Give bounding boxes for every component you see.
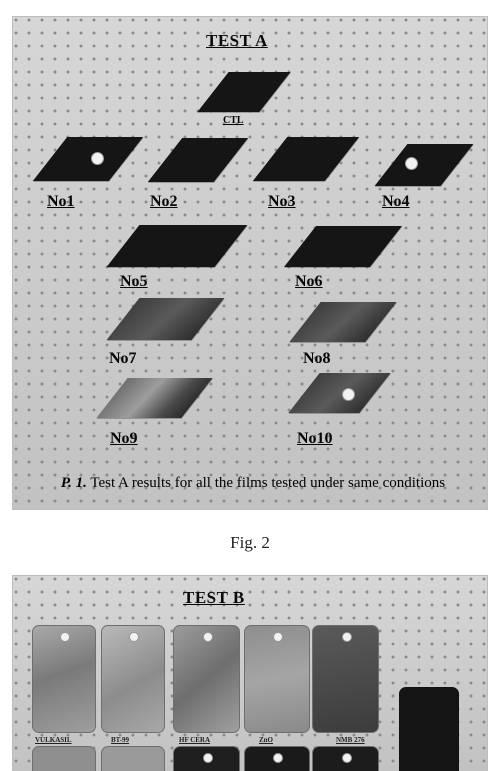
- label-no3: No3: [268, 193, 296, 210]
- label-no9: No9: [110, 430, 138, 447]
- plate-nmb276-hole: [342, 632, 352, 642]
- plate-hfcera-hole: [203, 632, 213, 642]
- plate-bt99-hole: [129, 632, 139, 642]
- caption-prefix: P. 1.: [60, 475, 87, 491]
- test-a-title: TEST A: [206, 31, 268, 50]
- plate-row2-3-hole: [203, 753, 213, 763]
- plate-label-zno: ZnO: [259, 736, 274, 744]
- plate-zno: [244, 625, 310, 733]
- plate-vulkasil: [32, 625, 96, 733]
- test-a-panel: [12, 16, 488, 510]
- sample-no2: [148, 138, 248, 182]
- sample-no9: [96, 378, 212, 418]
- label-no1: No1: [47, 193, 75, 210]
- sample-no8: [289, 302, 396, 342]
- plate-label-bt99: BT-99: [111, 736, 130, 744]
- label-no5: No5: [120, 273, 148, 290]
- sample-no3: [253, 137, 359, 181]
- caption-text: Test A results for all the films tested under same conditions: [90, 475, 446, 491]
- plate-vulkasil-hole: [60, 632, 70, 642]
- sample-no6: [284, 226, 402, 267]
- plate-row2-5-hole: [342, 753, 352, 763]
- plate-nmb276: [312, 625, 379, 733]
- sample-no10-hole: [342, 388, 355, 401]
- test-b-title: TEST B: [183, 588, 245, 607]
- label-no4: No4: [382, 193, 410, 210]
- plate-label-vulkasil: VULKASIL: [35, 736, 72, 744]
- plate-label-nmb276: NMB 276: [336, 736, 365, 744]
- label-no2: No2: [150, 193, 178, 210]
- sample-no10: [288, 373, 390, 413]
- label-no7: No7: [109, 350, 137, 367]
- plate-row2-2: [101, 746, 165, 771]
- plate-reference-dark: [399, 687, 459, 771]
- plate-row2-5: [312, 746, 379, 771]
- plate-label-hfcera: HF CERA: [179, 736, 211, 744]
- label-no8: No8: [303, 350, 331, 367]
- plate-row2-4-hole: [273, 753, 283, 763]
- test-a-caption: [33, 474, 473, 492]
- plate-zno-hole: [273, 632, 283, 642]
- sample-no4: [375, 144, 474, 186]
- sample-no5: [107, 225, 248, 267]
- sample-ctl: [197, 72, 290, 112]
- label-no6: No6: [295, 273, 323, 290]
- sample-no4-hole: [405, 157, 418, 170]
- plate-hfcera: [173, 625, 240, 733]
- plate-bt99: [101, 625, 165, 733]
- plate-row2-4: [244, 746, 310, 771]
- label-ctl: CTL: [223, 115, 244, 126]
- plate-row2-3: [173, 746, 240, 771]
- plate-row2-1: [32, 746, 96, 771]
- sample-no1-hole: [91, 152, 104, 165]
- sample-no7: [107, 298, 225, 340]
- figure-label: Fig. 2: [230, 533, 270, 552]
- label-no10: No10: [297, 430, 333, 447]
- test-b-panel: [12, 575, 488, 771]
- sample-no1: [33, 137, 143, 181]
